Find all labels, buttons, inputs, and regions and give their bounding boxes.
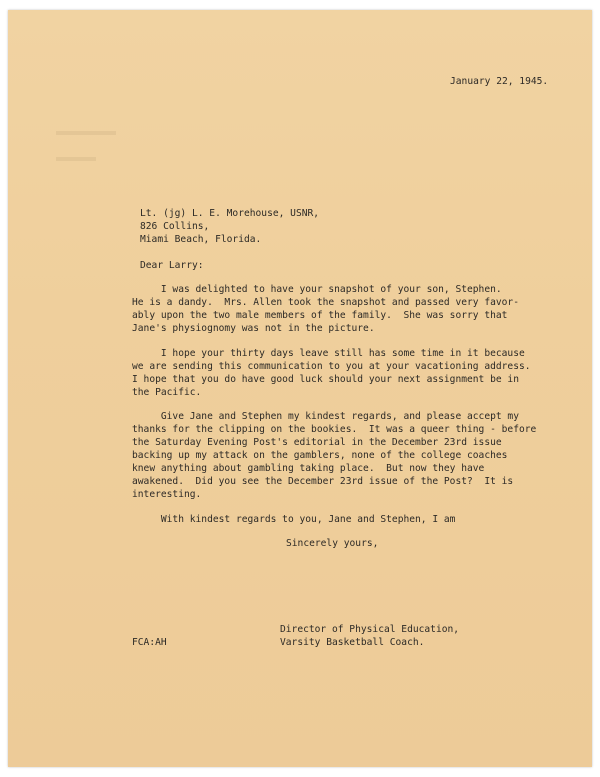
- paragraph-3-line: Give Jane and Stephen my kindest regards, and please accept my: [132, 411, 519, 422]
- address-line-1: Lt. (jg) L. E. Morehouse, USNR,: [140, 208, 320, 219]
- paragraph-1-line: I was delighted to have your snapshot of your son, Stephen.: [132, 284, 502, 295]
- paragraph-3-line: backing up my attack on the gamblers, none of the college coaches: [132, 450, 508, 461]
- signature-title-line-1: Director of Physical Education,: [280, 624, 460, 635]
- paragraph-2-line: I hope your thirty days leave still has some time in it because: [132, 348, 525, 359]
- paragraph-1-line: He is a dandy. Mrs. Allen took the snapshot and passed very favor-: [132, 297, 519, 308]
- paragraph-1-line: ably upon the two male members of the family. She was sorry that: [132, 310, 508, 321]
- signature-title-line-2: Varsity Basketball Coach.: [280, 637, 425, 648]
- paragraph-3-line: awakened. Did you see the December 23rd issue of the Post? It is: [132, 476, 514, 487]
- paragraph-2-line: I hope that you do have good luck should your next assignment be in: [132, 374, 519, 385]
- address-line-2: 826 Collins,: [140, 221, 210, 232]
- address-line-3: Miami Beach, Florida.: [140, 234, 262, 245]
- typist-initials: FCA:AH: [132, 637, 167, 648]
- paragraph-2-line: the Pacific.: [132, 387, 202, 398]
- salutation: Dear Larry:: [140, 260, 204, 271]
- paragraph-3-line: the Saturday Evening Post's editorial in the December 23rd issue: [132, 437, 502, 448]
- paragraph-4-line: With kindest regards to you, Jane and Stephen, I am: [132, 514, 456, 525]
- paragraph-3-line: knew anything about gambling taking place. But now they have: [132, 463, 485, 474]
- paragraph-3-line: thanks for the clipping on the bookies. It was a queer thing - before: [132, 424, 537, 435]
- paragraph-2-line: we are sending this communication to you at your vacationing address.: [132, 361, 531, 372]
- closing: Sincerely yours,: [286, 538, 379, 549]
- letter-date: January 22, 1945.: [450, 76, 549, 87]
- paragraph-3-line: interesting.: [132, 489, 202, 500]
- paragraph-1-line: Jane's physiognomy was not in the picture.: [132, 323, 375, 334]
